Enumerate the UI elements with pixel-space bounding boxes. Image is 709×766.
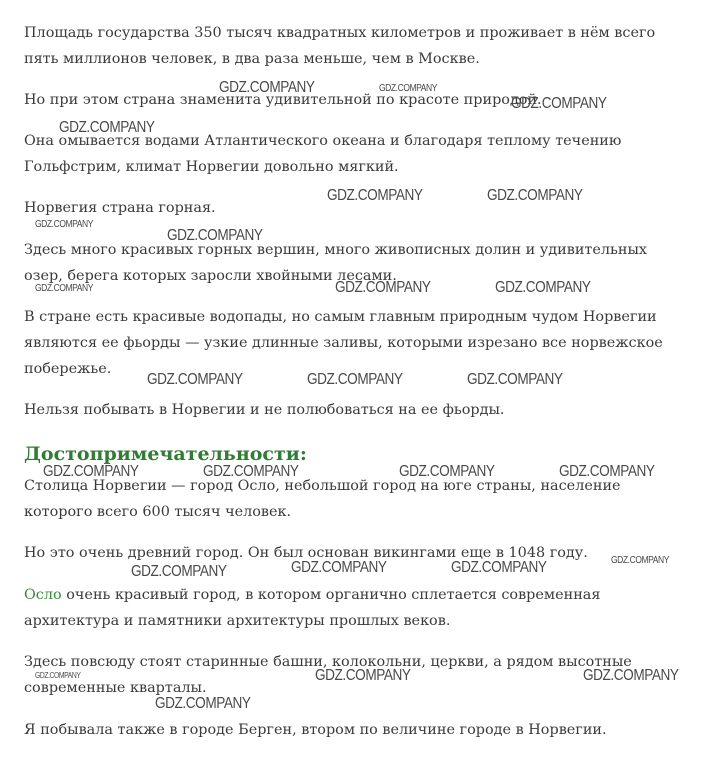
- watermark: GDZ.COMPANY: [335, 279, 431, 296]
- watermark: GDZ.COMPANY: [131, 563, 227, 580]
- watermark: GDZ.COMPANY: [327, 187, 423, 204]
- watermark: GDZ.COMPANY: [35, 283, 93, 294]
- watermark: GDZ.COMPANY: [147, 371, 243, 388]
- paragraph-nature: Но при этом страна знаменита удивительной по красоте природой.: [24, 92, 542, 108]
- paragraph-mountains: Норвегия страна горная.: [24, 200, 216, 216]
- watermark: GDZ.COMPANY: [155, 695, 251, 712]
- paragraph-visit: Нельзя побывать в Норвегии и не полюбоваться на ее фьорды.: [24, 402, 505, 418]
- oslo-description: очень красивый город, в котором органично сплетается современная архитектура и памятники архитектуры прошлых веков.: [24, 587, 601, 629]
- watermark: GDZ.COMPANY: [399, 463, 495, 480]
- watermark: GDZ.COMPANY: [495, 279, 591, 296]
- watermark: GDZ.COMPANY: [35, 219, 93, 230]
- section-heading: Достопримечательности:: [24, 443, 307, 465]
- watermark: GDZ.COMPANY: [59, 119, 155, 136]
- paragraph-bergen: Я побывала также в городе Берген, втором по величине городе в Норвегии.: [24, 722, 607, 738]
- watermark: GDZ.COMPANY: [219, 79, 315, 96]
- watermark: GDZ.COMPANY: [379, 83, 437, 94]
- paragraph-towers: Здесь повсюду стоят старинные башни, колокольни, церкви, а рядом высотные современные кварталы.: [24, 654, 632, 696]
- watermark: GDZ.COMPANY: [35, 671, 81, 680]
- oslo-link[interactable]: Осло: [24, 587, 62, 603]
- paragraph-climate: Она омывается водами Атлантического океана и благодаря теплому течению Гольфстрим, климат Норвегии довольно мягкий.: [24, 133, 622, 175]
- watermark: GDZ.COMPANY: [291, 559, 387, 576]
- watermark: GDZ.COMPANY: [43, 463, 139, 480]
- watermark: GDZ.COMPANY: [511, 95, 607, 112]
- paragraph-capital: Столица Норвегии — город Осло, небольшой город на юге страны, население которого всего 600 тысяч человек.: [24, 478, 621, 520]
- watermark: GDZ.COMPANY: [451, 559, 547, 576]
- paragraph-area: Площадь государства 350 тысяч квадратных километров и проживает в нём всего пять миллионов человек, в два раза меньше, чем в Москве.: [24, 25, 656, 67]
- watermark: GDZ.COMPANY: [559, 463, 655, 480]
- watermark: GDZ.COMPANY: [203, 463, 299, 480]
- paragraph-oslo: [24, 582, 684, 634]
- watermark: GDZ.COMPANY: [167, 227, 263, 244]
- paragraph-ancient: Но это очень древний город. Он был основан викингами еще в 1048 году.: [24, 545, 588, 561]
- paragraph-fjords: В стране есть красивые водопады, но самым главным природным чудом Норвегии являются ее фьорды — узкие длинные заливы, которыми изрезано все норвежское побережье.: [24, 309, 663, 377]
- watermark: GDZ.COMPANY: [307, 371, 403, 388]
- watermark: GDZ.COMPANY: [611, 555, 669, 566]
- watermark: GDZ.COMPANY: [467, 371, 563, 388]
- watermark: GDZ.COMPANY: [583, 667, 679, 684]
- watermark: GDZ.COMPANY: [487, 187, 583, 204]
- watermark: GDZ.COMPANY: [315, 667, 411, 684]
- paragraph-peaks: Здесь много красивых горных вершин, много живописных долин и удивительных озер, берега которых заросли хвойными лесами.: [24, 242, 648, 284]
